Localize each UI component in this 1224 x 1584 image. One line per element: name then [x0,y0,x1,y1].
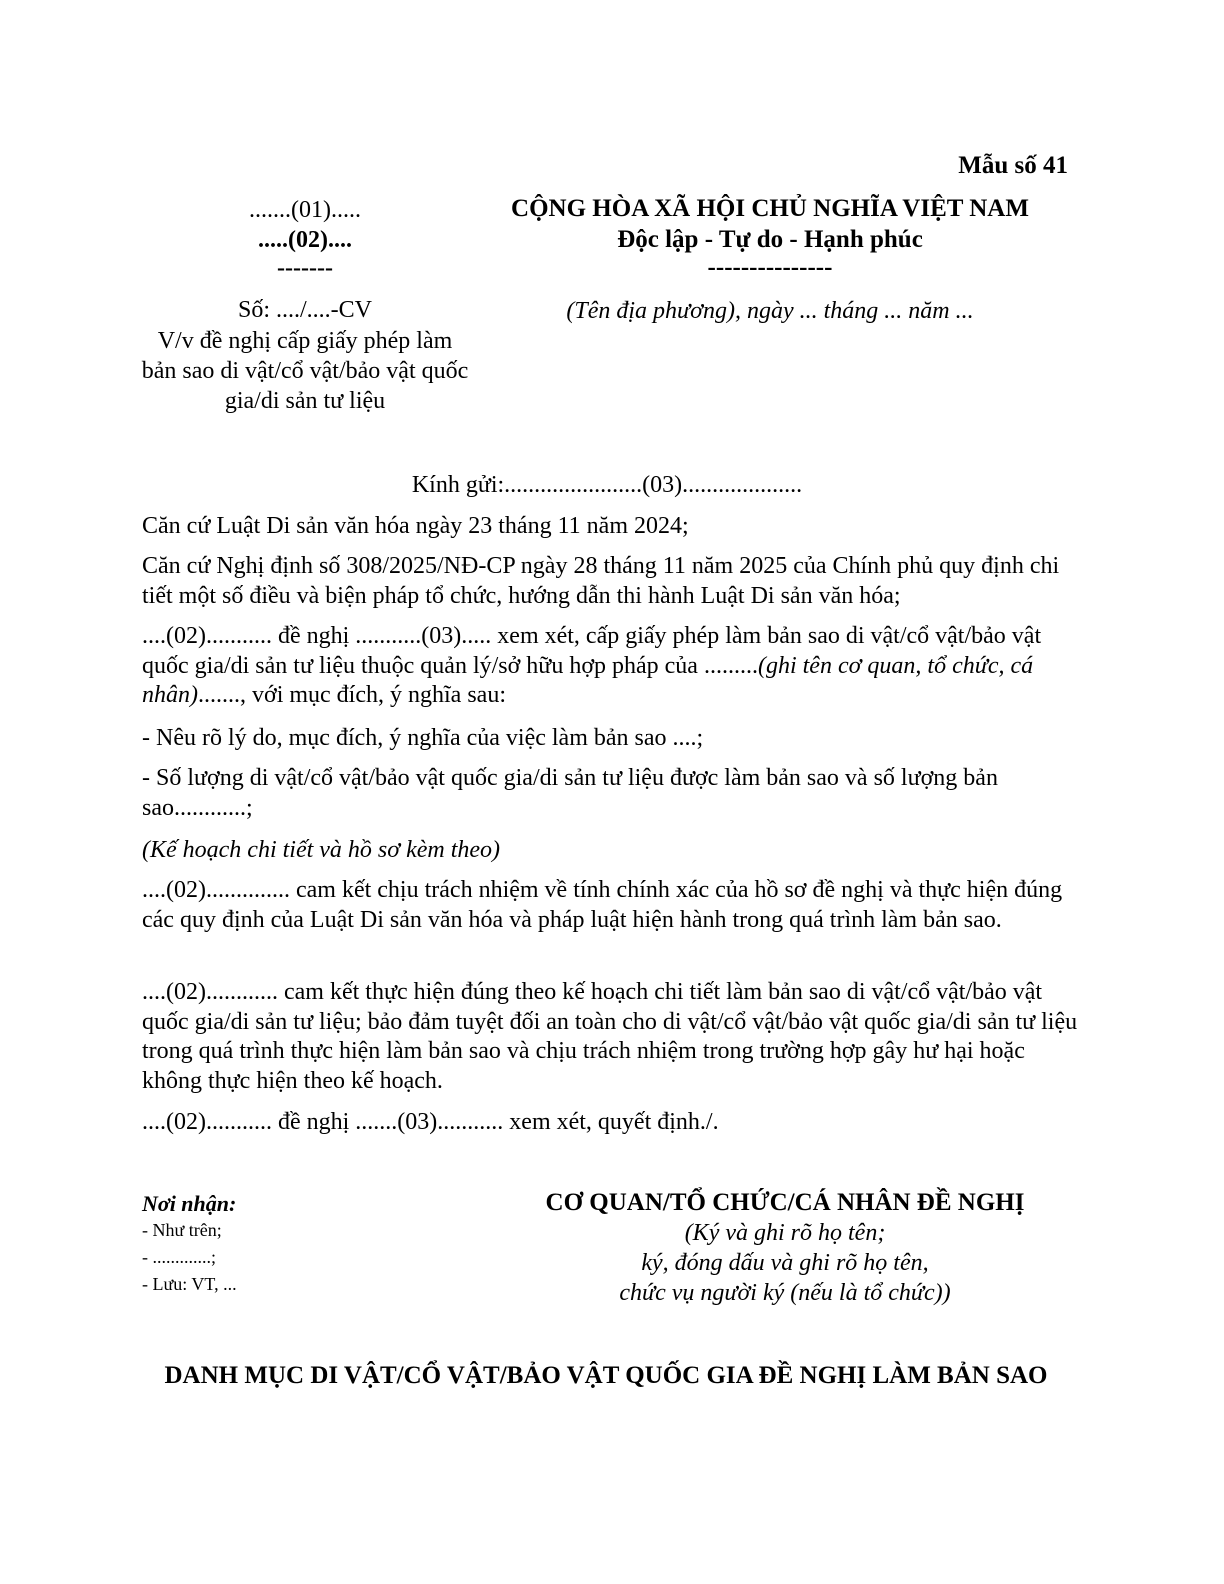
addressee: Kính gửi:.......................(03).................... [411,472,803,498]
document-subject: V/v đề nghị cấp giấy phép làm bản sao di vật/cổ vật/bảo vật quốc gia/di sản tư liệu [141,328,469,414]
recipient-item: - Lưu: VT, ... [142,1274,237,1294]
signature-block [500,1188,1070,1308]
signature-note-2: ký, đóng dấu và ghi rõ họ tên, [641,1250,929,1276]
place-and-date: (Tên địa phương), ngày ... tháng ... năm ... [566,298,974,324]
reason-item: - Nêu rõ lý do, mục đích, ý nghĩa của việc làm bản sao ....; [142,725,704,751]
recipients-heading: Nơi nhận: [142,1191,237,1216]
request-text-c: ......., với mục đích, ý nghĩa sau: [198,682,506,708]
signature-note-3: chức vụ người ký (nếu là tổ chức)) [619,1280,951,1306]
issuing-org-line2: .....(02).... [258,227,352,253]
recipient-item: - Như trên; [142,1220,222,1240]
quantity-item: - Số lượng di vật/cổ vật/bảo vật quốc gia/di sản tư liệu được làm bản sao và số lượng bản sao............; [142,765,998,821]
list-title: DANH MỤC DI VẬT/CỔ VẬT/BẢO VẬT QUỐC GIA ĐỀ NGHỊ LÀM BẢN SAO [164,1362,1048,1389]
request-text-a: ....(02)........... đề nghị ...........(03)..... xem xét, cấp giấy phép làm bản sao di vật/cổ vật/bảo vật quốc gia/di sản tư liệu thuộc quản lý/sở hữu hợp pháp của ......... [142,623,1042,679]
attachment-note: (Kế hoạch chi tiết và hồ sơ kèm theo) [142,837,501,863]
signature-note-1: (Ký và ghi rõ họ tên; [684,1220,886,1246]
recipients-block [142,1190,237,1298]
legal-basis-1: Căn cứ Luật Di sản văn hóa ngày 23 tháng 11 năm 2024; [142,513,689,539]
legal-basis-2: Căn cứ Nghị định số 308/2025/NĐ-CP ngày 28 tháng 11 năm 2025 của Chính phủ quy định chi tiết một số điều và biện pháp tổ chức, hướng dẫn thi hành Luật Di sản văn hóa; [142,553,1060,609]
document-number: Số: ..../....-CV [237,297,372,323]
country-name: CỘNG HÒA XÃ HỘI CHỦ NGHĨA VIỆT NAM [511,195,1029,222]
form-number: Mẫu số 41 [958,152,1068,179]
closing-request: ....(02)........... đề nghị .......(03)........... xem xét, quyết định./. [142,1109,719,1135]
request-paragraph [142,622,1082,711]
right-divider: --------------- [707,254,833,281]
left-divider: ------- [277,255,333,281]
national-motto: Độc lập - Tự do - Hạnh phúc [617,226,923,253]
recipient-item: - .............; [142,1247,216,1267]
signer-title: CƠ QUAN/TỔ CHỨC/CÁ NHÂN ĐỀ NGHỊ [545,1189,1025,1216]
issuing-org-line1: .......(01)..... [249,197,361,223]
commitment-paragraph-2: ....(02)............ cam kết thực hiện đúng theo kế hoạch chi tiết làm bản sao di vật/cổ vật/bảo vật quốc gia/di sản tư liệu; bảo đảm tuyệt đối an toàn cho di vật/cổ vật/bảo vật quốc gia/di sản tư liệu trong quá trình thực hiện làm bản sao và chịu trách nhiệm trong trường hợp gây hư hại hoặc không thực hiện theo kế hoạch. [142,979,1078,1094]
commitment-paragraph-1: ....(02).............. cam kết chịu trách nhiệm về tính chính xác của hồ sơ đề nghị và thực hiện đúng các quy định của Luật Di sản văn hóa và pháp luật hiện hành trong quá trình làm bản sao. [142,877,1063,933]
request-text-b: (ghi tên cơ quan, tổ chức, cá nhân) [142,652,1034,708]
